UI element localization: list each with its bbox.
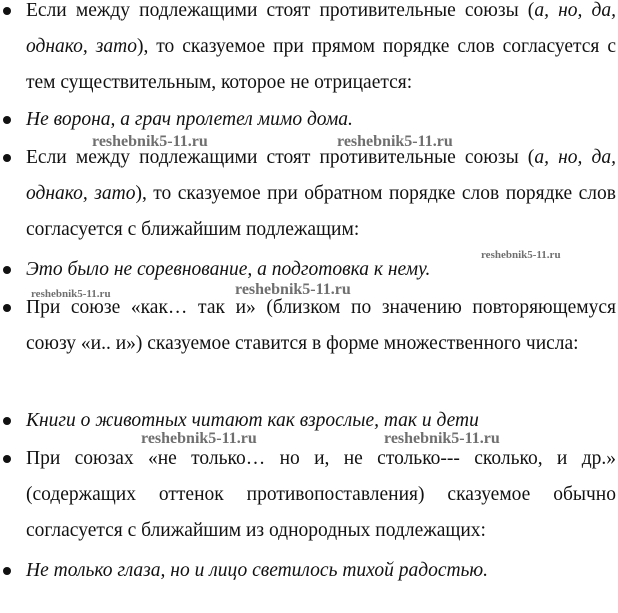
conjunctions: а, но, да, однако, зато: [26, 147, 616, 204]
rule-text: Если между подлежащими стоят противительные союзы (а, но, да, однако, зато), то сказуемое при прямом порядке слов согласуется с тем существительным, которое не отрицается:: [26, 0, 617, 93]
bullet: [3, 116, 11, 124]
watermark: reshebnik5-11.ru: [31, 288, 111, 300]
example-text: Это было не соревнование, а подготовка к нему.: [26, 259, 431, 280]
bullet: [3, 154, 11, 162]
example-text: Не ворона, а грач пролетел мимо дома.: [26, 109, 353, 130]
watermark: reshebnik5-11.ru: [235, 281, 351, 298]
bullet: [3, 567, 11, 575]
watermark: reshebnik5-11.ru: [384, 430, 500, 447]
bullet: [3, 304, 11, 312]
rule-text: При союзах «не только… но и, не столько--- сколько, и др.» (содержащих оттенок противопоставления) сказуемое обычно согласуется с ближайшим из однородных подлежащих:: [26, 448, 616, 541]
watermark: reshebnik5-11.ru: [92, 133, 208, 150]
rule-text: Если между подлежащими стоят противительные союзы (а, но, да, однако, зато), то сказуемое при обратном порядке слов порядке слов согласуется с ближайшим подлежащим:: [26, 147, 616, 240]
bullet: [3, 417, 11, 425]
example-text: Книги о животных читают как взрослые, так и дети: [26, 410, 479, 431]
example-text: Не только глаза, но и лицо светилось тихой радостью.: [26, 560, 489, 581]
watermark: reshebnik5-11.ru: [481, 249, 561, 261]
bullet: [3, 455, 11, 463]
bullet: [3, 266, 11, 274]
bullet: [3, 7, 11, 15]
watermark: reshebnik5-11.ru: [141, 430, 257, 447]
conjunctions: а, но, да, однако, зато: [26, 0, 616, 57]
watermark: reshebnik5-11.ru: [337, 133, 453, 150]
rule-text: При союзе «как… так и» (близком по значению повторяющемуся союзу «и.. и») сказуемое ставится в форме множественного числа:: [26, 297, 616, 354]
